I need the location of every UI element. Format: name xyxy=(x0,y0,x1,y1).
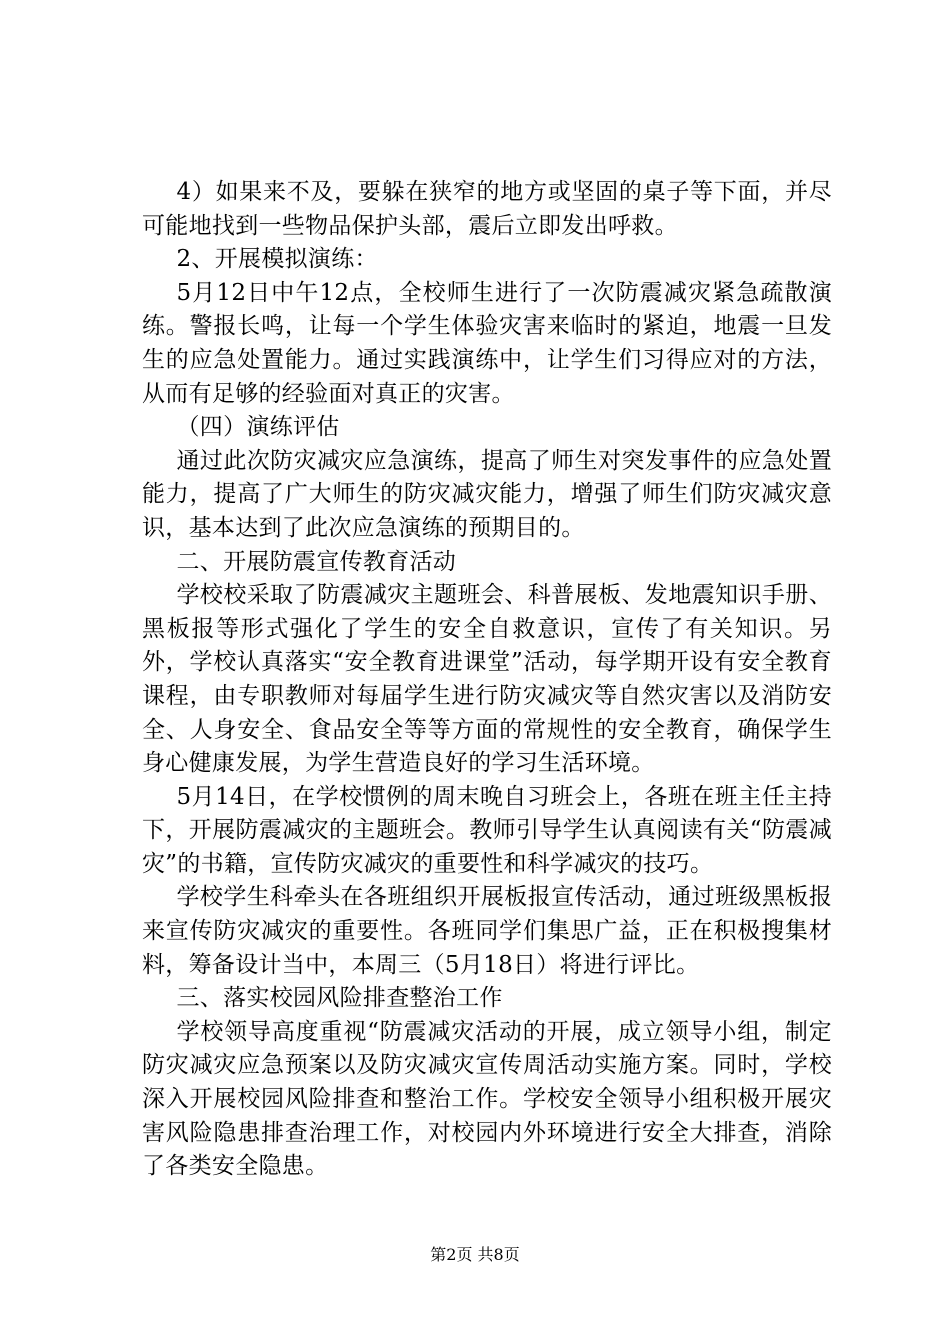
paragraph-education-forms: 学校校采取了防震减灾主题班会、科普展板、发地震知识手册、黑板报等形式强化了学生的安全自救意识，宣传了有关知识。另外，学校认真落实“安全教育进课堂”活动，每学期开设有安全教育课程，由专职教师对每届学生进行防灾减灾等自然灾害以及消防安全、人身安全、食品安全等等方面的常规性的安全教育，确保学生身心健康发展，为学生营造良好的学习生活环境。 xyxy=(142,582,832,777)
heading-risk-inspection: 三、落实校园风险排查整治工作 xyxy=(176,985,503,1012)
paragraph-blackboard-campaign: 学校学生科牵头在各班组织开展板报宣传活动，通过班级黑板报来宣传防灾减灾的重要性。各班同学们集思广益，正在积极搜集材料，筹备设计当中，本周三（5月18日）将进行评比。 xyxy=(142,884,832,978)
paragraph-drill-evaluation: 通过此次防灾减灾应急演练，提高了师生对突发事件的应急处置能力，提高了广大师生的防灾减灾能力，增强了师生们防灾减灾意识，基本达到了此次应急演练的预期目的。 xyxy=(142,447,832,541)
paragraph-class-meeting: 5月14日，在学校惯例的周末晚自习班会上，各班在班主任主持下，开展防震减灾的主题班会。教师引导学生认真阅读有关“防震减灾”的书籍，宣传防灾减灾的重要性和科学减灾的技巧。 xyxy=(142,783,832,877)
page-number: 第2页 共8页 xyxy=(430,1245,520,1264)
heading-simulation-drill: 2、开展模拟演练： xyxy=(176,246,378,273)
document-body xyxy=(142,176,832,1184)
paragraph-earthquake-tip-4: 4）如果来不及，要躲在狭窄的地方或坚固的桌子等下面，并尽可能地找到一些物品保护头部，震后立即发出呼救。 xyxy=(142,179,832,239)
page-footer xyxy=(0,1245,950,1265)
heading-drill-evaluation: （四）演练评估 xyxy=(176,414,340,441)
heading-education-activities: 二、开展防震宣传教育活动 xyxy=(176,548,457,575)
paragraph-risk-inspection: 学校领导高度重视“防震减灾活动的开展，成立领导小组，制定防灾减灾应急预案以及防灾减灾宣传周活动实施方案。同时，学校深入开展校园风险排查和整治工作。学校安全领导小组积极开展灾害风险隐患排查治理工作，对校园内外环境进行安全大排查，消除了各类安全隐患。 xyxy=(142,1018,832,1180)
paragraph-drill-description: 5月12日中午12点，全校师生进行了一次防震减灾紧急疏散演练。警报长鸣，让每一个学生体验灾害来临时的紧迫，地震一旦发生的应急处置能力。通过实践演练中，让学生们习得应对的方法，从而有足够的经验面对真正的灾害。 xyxy=(142,279,832,407)
